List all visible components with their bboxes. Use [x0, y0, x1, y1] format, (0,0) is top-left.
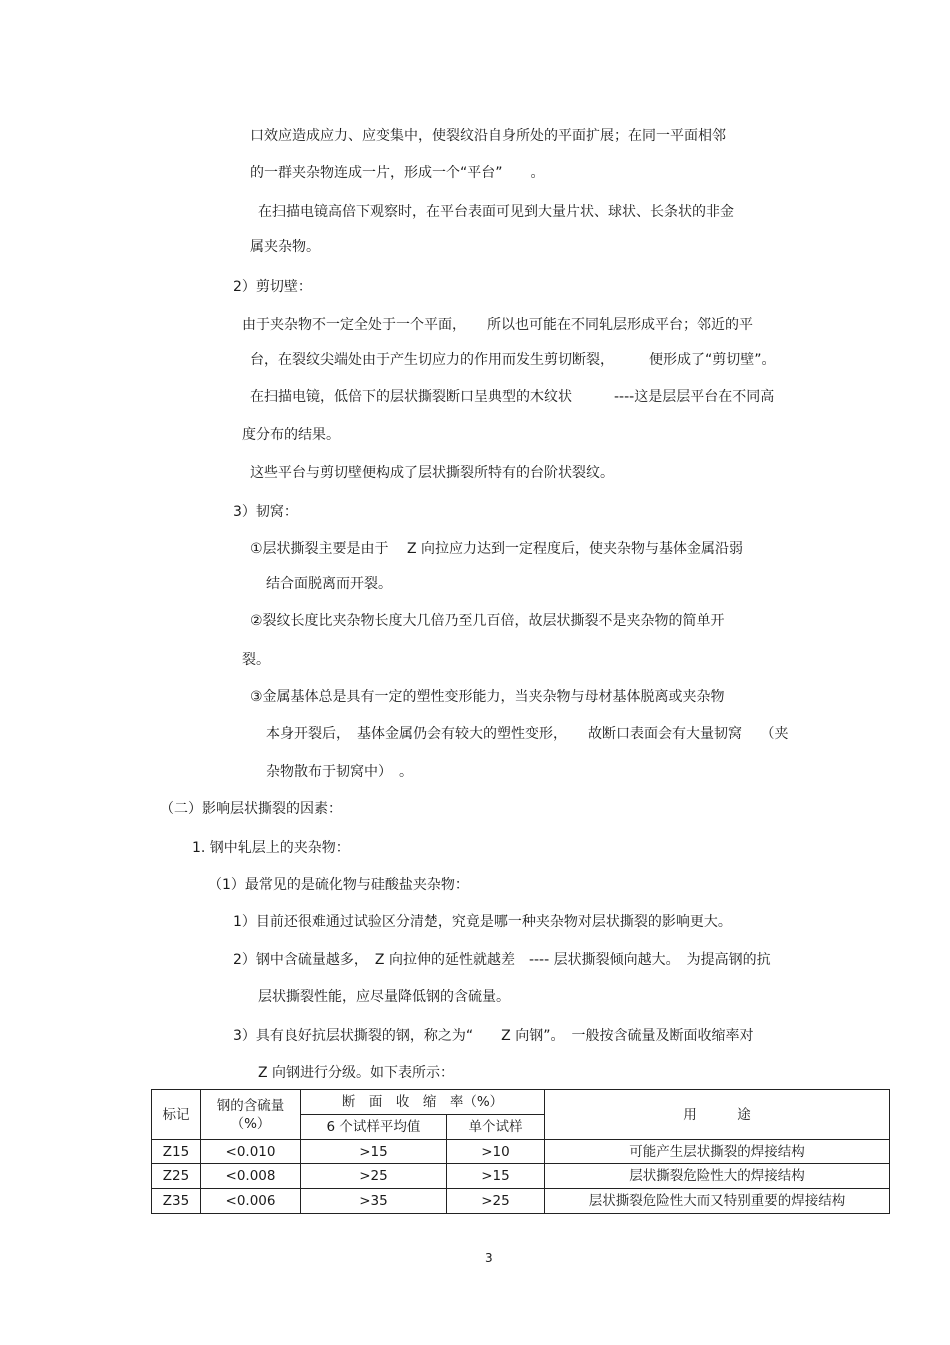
subheading: 3）韧窝：: [233, 504, 298, 520]
paragraph-line: 层状撕裂性能，应尽量降低钢的含硫量。: [258, 989, 510, 1005]
paragraph-line: ②裂纹长度比夹杂物长度大几倍乃至几百倍，故层状撕裂不是夹杂物的简单开: [250, 613, 725, 629]
cell-sulfur: <0.008: [201, 1164, 301, 1189]
paragraph-line: 属夹杂物。: [250, 239, 320, 255]
header-usage: 用 途: [545, 1090, 890, 1140]
header-sulfur-line2: （%）: [230, 1115, 271, 1132]
paragraph-line: 在扫描电镜高倍下观察时，在平台表面可见到大量片状、球状、长条状的非金: [258, 204, 734, 220]
paragraph-line: Z 向钢进行分级。如下表所示：: [258, 1065, 455, 1081]
paragraph-line: ③金属基体总是具有一定的塑性变形能力，当夹杂物与母材基体脱离或夹杂物: [250, 689, 725, 705]
subheading: 1. 钢中轧层上的夹杂物：: [192, 840, 350, 856]
paragraph-line: 台，在裂纹尖端处由于产生切应力的作用而发生剪切断裂， 便形成了“剪切壁”。: [250, 352, 776, 368]
paragraph-line: 在扫描电镜，低倍下的层状撕裂断口呈典型的木纹状 ----这是层层平台在不同高: [250, 389, 775, 405]
cell-avg: >15: [301, 1140, 447, 1164]
header-reduction: 断 面 收 缩 率（%）: [301, 1090, 545, 1115]
header-mark: 标记: [152, 1090, 201, 1140]
subheading: 2）剪切壁：: [233, 279, 312, 295]
paragraph-line: 2）钢中含硫量越多， Z 向拉伸的延性就越差 ---- 层状撕裂倾向越大。 为提高钢的抗: [233, 952, 771, 968]
cell-mark: Z15: [152, 1140, 201, 1164]
cell-sulfur: <0.006: [201, 1189, 301, 1214]
cell-avg: >35: [301, 1189, 447, 1214]
paragraph-line: 的一群夹杂物连成一片，形成一个“平台” 。: [250, 165, 545, 181]
cell-sulfur: <0.010: [201, 1140, 301, 1164]
header-avg6: 6 个试样平均值: [301, 1115, 447, 1140]
paragraph-line: 这些平台与剪切壁便构成了层状撕裂所特有的台阶状裂纹。: [250, 465, 614, 481]
cell-usage: 层状撕裂危险性大的焊接结构: [545, 1164, 890, 1189]
paragraph-line: 本身开裂后， 基体金属仍会有较大的塑性变形， 故断口表面会有大量韧窝 （夹: [266, 726, 789, 742]
header-sulfur: [201, 1090, 301, 1140]
page-number: 3: [485, 1251, 493, 1265]
table-row: [152, 1189, 890, 1214]
cell-single: >25: [447, 1189, 545, 1214]
paragraph-line: 杂物散布于韧窝中） 。: [266, 764, 413, 780]
paragraph-line: ①层状撕裂主要是由于 Z 向拉应力达到一定程度后，使夹杂物与基体金属沿弱: [250, 541, 744, 557]
subheading: （1）最常见的是硫化物与硅酸盐夹杂物：: [208, 877, 469, 893]
paragraph-line: 由于夹杂物不一定全处于一个平面， 所以也可能在不同轧层形成平台；邻近的平: [242, 317, 753, 333]
paragraph-line: 结合面脱离而开裂。: [266, 576, 392, 592]
cell-avg: >25: [301, 1164, 447, 1189]
paragraph-line: 口效应造成应力、应变集中，使裂纹沿自身所处的平面扩展；在同一平面相邻: [250, 128, 726, 144]
header-sulfur-line1: 钢的含硫量: [216, 1097, 285, 1114]
section-heading: （二）影响层状撕裂的因素：: [160, 801, 342, 817]
table-row: [152, 1140, 890, 1164]
cell-single: >15: [447, 1164, 545, 1189]
z-steel-grade-table: [151, 1089, 890, 1214]
paragraph-line: 裂。: [242, 652, 270, 668]
cell-usage: 可能产生层状撕裂的焊接结构: [545, 1140, 890, 1164]
cell-mark: Z35: [152, 1189, 201, 1214]
header-single: 单个试样: [447, 1115, 545, 1140]
cell-mark: Z25: [152, 1164, 201, 1189]
paragraph-line: 3）具有良好抗层状撕裂的钢，称之为“ Z 向钢”。 一般按含硫量及断面收缩率对: [233, 1028, 754, 1044]
paragraph-line: 度分布的结果。: [242, 427, 340, 443]
table-row: [152, 1164, 890, 1189]
cell-usage: 层状撕裂危险性大而又特别重要的焊接结构: [545, 1189, 890, 1214]
cell-single: >10: [447, 1140, 545, 1164]
paragraph-line: 1）目前还很难通过试验区分清楚，究竟是哪一种夹杂物对层状撕裂的影响更大。: [233, 914, 732, 930]
